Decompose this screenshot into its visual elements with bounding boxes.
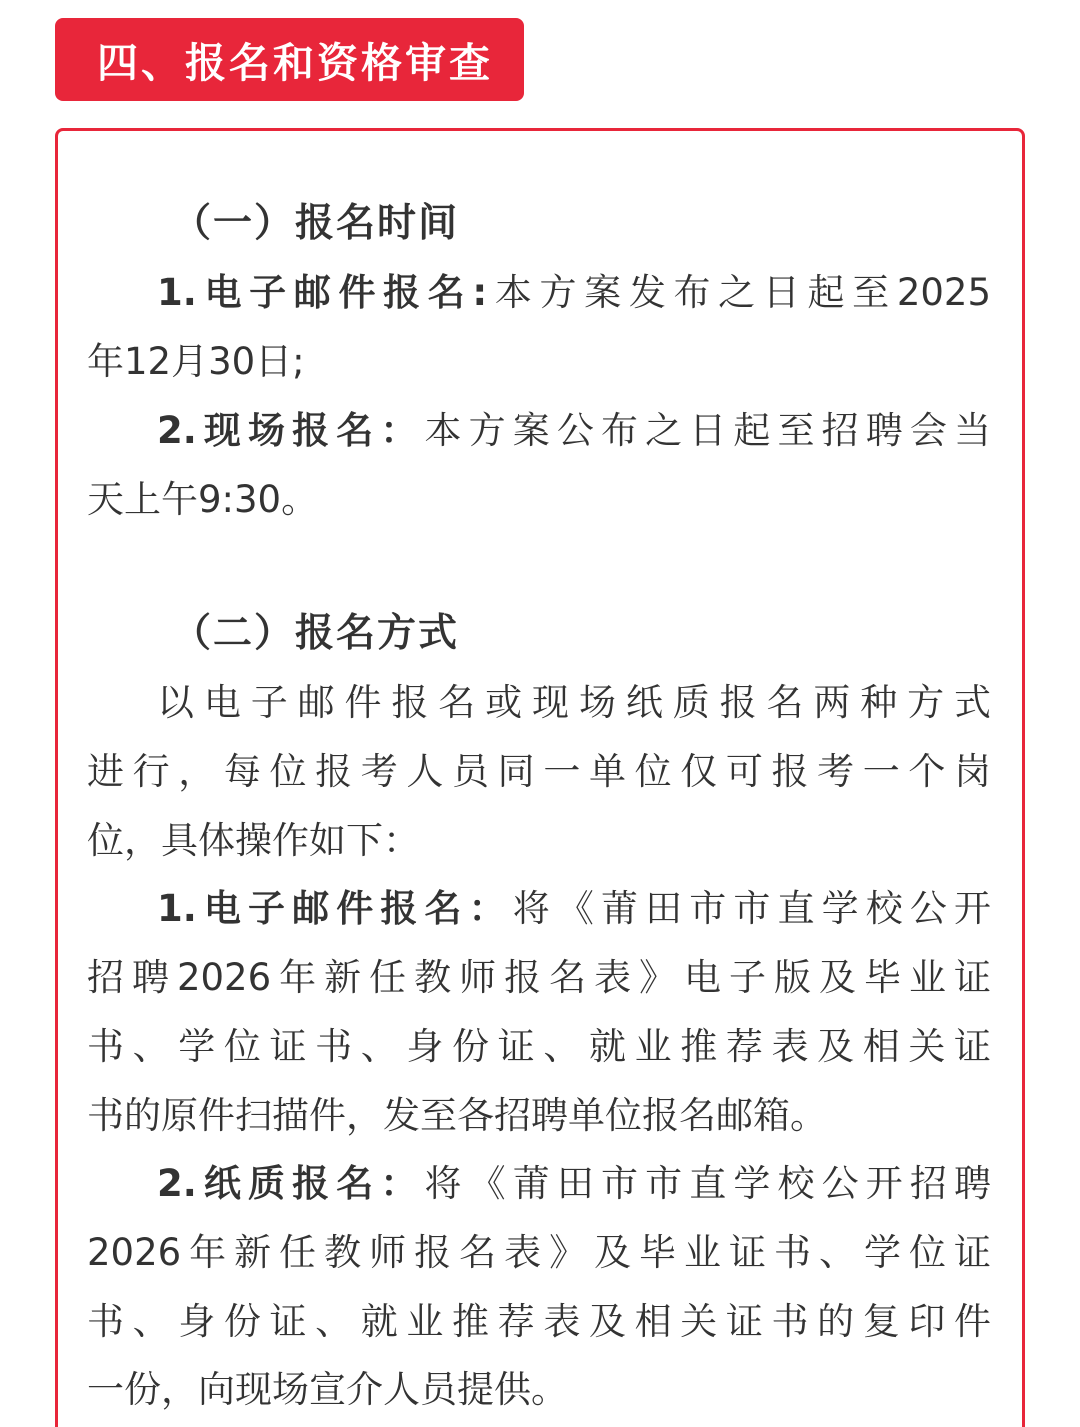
section-header [55, 18, 524, 101]
time-item1-line2: 年12月30日; [87, 340, 305, 383]
time-item2-line2: 天上午9:30。 [87, 478, 319, 521]
method-item1-line3: 书、学位证书、身份证、就业推荐表及相关证 [87, 1025, 991, 1068]
time-item2-label: 2.现场报名： [157, 409, 425, 452]
subheading-registration-method: （二）报名方式 [172, 611, 460, 656]
method-item2-line4: 一份，向现场宣介人员提供。 [87, 1368, 568, 1411]
time-item2-line1: 2.现场报名：本方案公布之日起至招聘会当 [157, 409, 991, 452]
method-item2-label: 2.纸质报名： [157, 1162, 425, 1205]
method-intro-line1: 以电子邮件报名或现场纸质报名两种方式 [157, 681, 991, 724]
method-intro-line3: 位，具体操作如下： [87, 819, 420, 862]
subheading-registration-time: （一）报名时间 [172, 201, 460, 246]
method-item2-line2: 2026年新任教师报名表》及毕业证书、学位证 [87, 1231, 991, 1274]
method-item1-label: 1.电子邮件报名： [157, 887, 513, 930]
method-item1-line1: 1.电子邮件报名：将《莆田市市直学校公开 [157, 887, 991, 930]
method-item1-line4: 书的原件扫描件，发至各招聘单位报名邮箱。 [87, 1094, 827, 1137]
method-item2-line3: 书、身份证、就业推荐表及相关证书的复印件 [87, 1300, 991, 1343]
section-title: 四、报名和资格审查 [97, 39, 493, 87]
time-item1-label: 1.电子邮件报名: [157, 271, 488, 314]
method-item2-line1: 2.纸质报名：将《莆田市市直学校公开招聘 [157, 1162, 991, 1205]
method-intro-line2: 进行，每位报考人员同一单位仅可报考一个岗 [87, 750, 991, 793]
time-item1-line1: 1.电子邮件报名:本方案发布之日起至2025 [157, 271, 991, 314]
method-item1-line2: 招聘2026年新任教师报名表》电子版及毕业证 [87, 956, 991, 999]
